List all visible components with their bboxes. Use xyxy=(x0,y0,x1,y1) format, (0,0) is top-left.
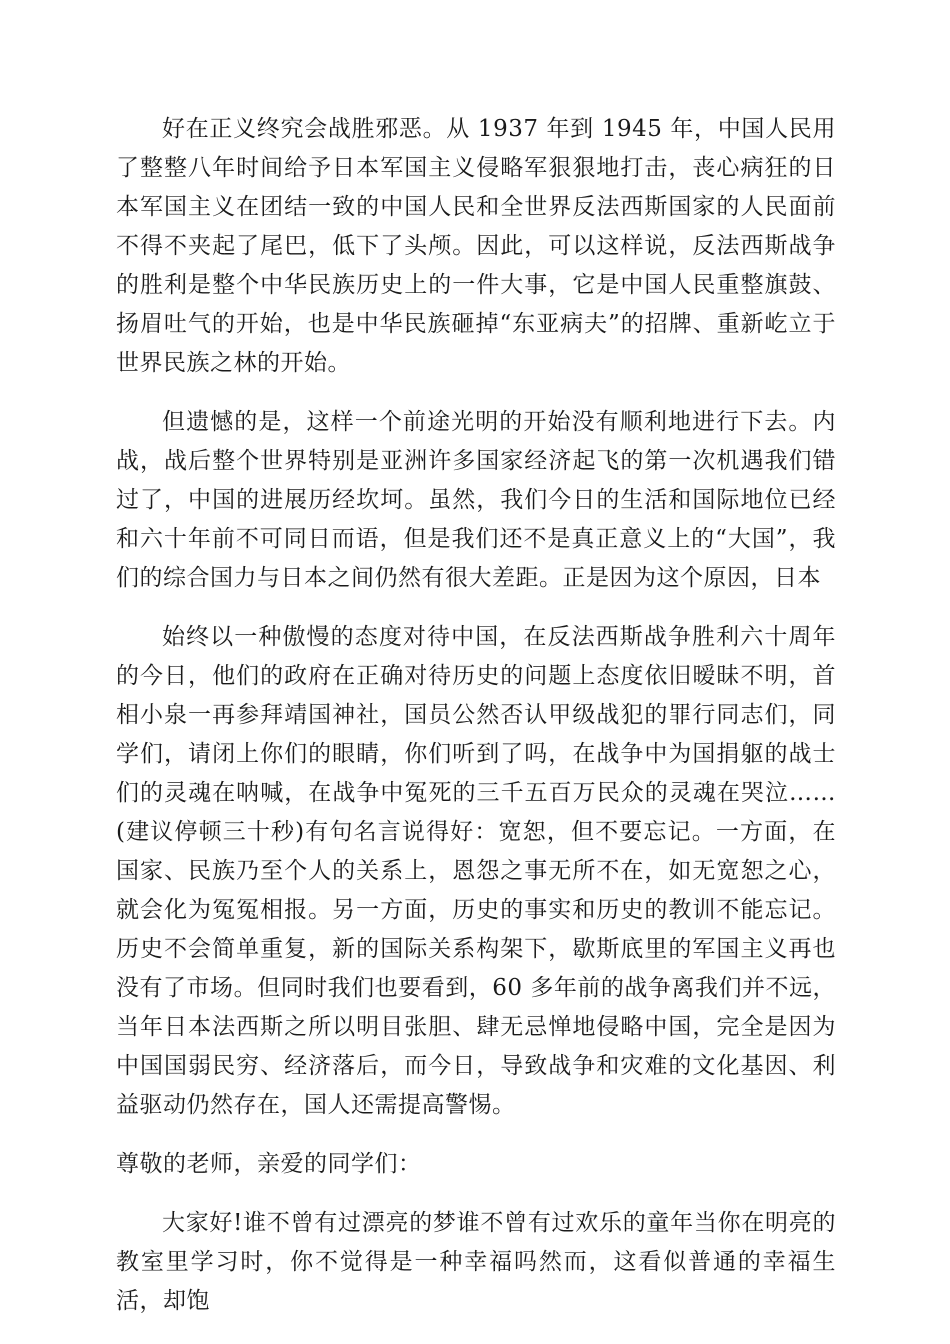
paragraph-japan-attitude: 始终以一种傲慢的态度对待中国，在反法西斯战争胜利六十周年的今日，他们的政府在正确对待历史的问题上态度依旧暧昧不明，首相小泉一再参拜靖国神社，国员公然否认甲级战犯的罪行同志们，同学们，请闭上你们的眼睛，你们听到了吗，在战争中为国捐躯的战士们的灵魂在呐喊，在战争中冤死的三千五百万民众的灵魂在哭泣……(建议停顿三十秒)有句名言说得好：宽恕，但不要忘记。一方面，在国家、民族乃至个人的关系上，恩怨之事无所不在，如无宽恕之心，就会化为冤冤相报。另一方面，历史的事实和历史的教训不能忘记。历史不会简单重复，新的国际关系构架下，歇斯底里的军国主义再也没有了市场。但同时我们也要看到，60 多年前的战争离我们并不远，当年日本法西斯之所以明目张胆、肆无忌惮地侵略中国，完全是因为中国国弱民穷、经济落后，而今日，导致战争和灾难的文化基因、利益驱动仍然存在，国人还需提高警惕。 xyxy=(116,624,836,1118)
document-body xyxy=(116,110,836,1341)
paragraph-victory: 好在正义终究会战胜邪恶。从 1937 年到 1945 年，中国人民用了整整八年时间给予日本军国主义侵略军狠狠地打击，丧心病狂的日本军国主义在团结一致的中国人民和全世界反法西斯国家的人民面前不得不夹起了尾巴，低下了头颅。因此，可以这样说，反法西斯战争的胜利是整个中华民族历史上的一件大事，它是中国人民重整旗鼓、扬眉吐气的开始，也是中华民族砸掉“东亚病夫”的招牌、重新屹立于世界民族之林的开始。 xyxy=(116,116,836,376)
salutation: 尊敬的老师，亲爱的同学们： xyxy=(116,1151,422,1177)
paragraph-regret: 但遗憾的是，这样一个前途光明的开始没有顺利地进行下去。内战，战后整个世界特别是亚洲许多国家经济起飞的第一次机遇我们错过了，中国的进展历经坎坷。虽然，我们今日的生活和国际地位已经和六十年前不可同日而语，但是我们还不是真正意义上的“大国”，我们的综合国力与日本之间仍然有很大差距。正是因为这个原因，日本 xyxy=(116,409,836,591)
paragraph-greeting: 大家好!谁不曾有过漂亮的梦谁不曾有过欢乐的童年当你在明亮的教室里学习时，你不觉得是一种幸福吗然而，这看似普通的幸福生活，却饱 xyxy=(116,1210,836,1314)
